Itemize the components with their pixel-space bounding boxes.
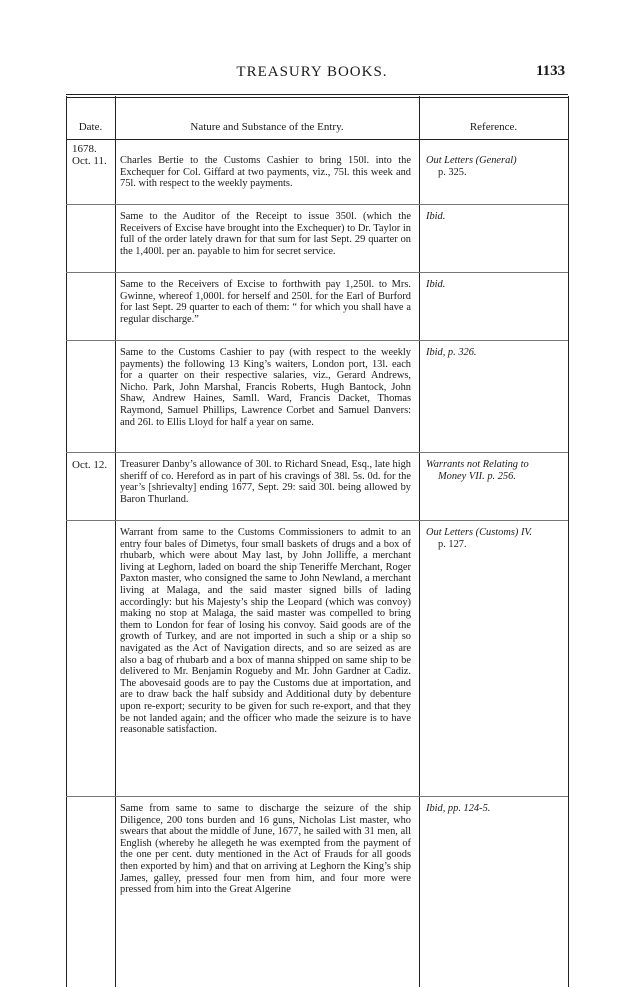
reference-line: Ibid. [426,211,446,222]
entry-separator [66,204,568,205]
reference-line: p. 127. [438,538,467,550]
page-number: 1133 [536,63,566,79]
column-divider-date [115,96,116,987]
entry-separator [66,520,568,521]
reference-line: Out Letters (Customs) IV. [426,527,533,538]
entry-separator [66,796,568,797]
entry-reference [426,211,564,223]
entry-year: 1678. [72,143,97,155]
entry-text: Same to the Receivers of Excise to forthwith pay 1,250l. to Mrs. Gwinne, whereof 1,000l. for herself and 250l. for the Earl of Burford for last Sept. 29 quarter to each of them: “ for which you shall have a regular discharge.” [120,279,411,325]
entry-reference [426,279,564,291]
column-header-date: Date. [78,121,103,133]
reference-line: Ibid, pp. 124-5. [426,803,491,814]
entry-separator [66,340,568,341]
reference-line: Warrants not Relating to [426,459,529,470]
entry-reference [426,347,564,359]
entry-text: Charles Bertie to the Customs Cashier to bring 150l. into the Exchequer for Col. Giffard at two payments, viz., 75l. this week and 75l. with respect to the weekly payments. [120,155,411,190]
table-border-right [568,96,569,987]
top-rule [66,94,568,95]
column-header-nature: Nature and Substance of the Entry. [190,121,344,133]
entry-date: Oct. 12. [72,459,108,471]
header-rule [66,139,568,140]
entry-separator [66,272,568,273]
entry-reference [426,459,564,482]
entry-text: Warrant from same to the Customs Commissioners to admit to an entry four bales of Dimetys, four small baskets of drugs and a box of rhubarb, which were about May last, by John Jolliffe, a merchant living at Leghorn, laded on board the ship Teneriffe Merchant, Roger Paxton master, who consigned the same to John Newland, a merchant living at Malaga, and the said master signed bills of lading accordingly: but his Majesty’s ship the Leopard (which was convoy) making no stop at Malaga, the said master was compelled to bring them to London for fear of losing his convoy. Said goods are of the growth of Turkey, and are not imported in such a ship or a ship so navigated as the Act of Navigation directs, and so are seized as are also a bag of rhubarb and a box of manna shipped on same ship to be delivered to Mr. Benjamin Rogueby and Mr. John Gardner at Cadiz. The abovesaid goods are to pay the Customs due at importation, and are to draw back the half subsidy and Additional duty by debenture upon re-export; security to be given for such re-export, and that they be not landed again; and the officer who made the seizure is to have reasonable satisfaction. [120,527,411,736]
entry-separator [66,452,568,453]
reference-line: Money VII. p. 256. [438,470,516,482]
reference-line: p. 325. [438,166,467,178]
entry-text: Same to the Customs Cashier to pay (with respect to the weekly payments) the following 13 King’s waiters, London port, 13l. each for a quarter on their respective salaries, viz., Gerard Andrews, Nicho. Park, John Marshal, Francis Roberts, Hugh Bantock, John Shaw, Andrew Haines, Samll. Ward, Francis Dacket, Thomas Raymond, Samuel Phillips, Lawrence Corbet and Samuel Danvers: and 26l. to Ellis Lloyd for half a year on same. [120,347,411,428]
reference-line: Out Letters (General) [426,155,517,166]
running-title: TREASURY BOOKS. [236,64,388,80]
column-divider-reference [419,96,420,987]
reference-line: Ibid, p. 326. [426,347,477,358]
entry-reference [426,155,564,178]
entry-reference [426,803,564,815]
column-header-reference: Reference. [469,121,518,133]
entry-reference [426,527,564,550]
reference-line: Ibid. [426,279,446,290]
entry-date: Oct. 11. [72,155,107,167]
entry-text: Same from same to same to discharge the seizure of the ship Diligence, 200 tons burden and 16 guns, Nicholas List master, who swears that about the middle of June, 1677, he sailed with 31 men, all English (whereby he allegeth he was exempted from the payment of the one per cent. duty mentioned in the Act of Frauds for all goods then exported by him) and that on arriving at Leghorn the King’s ship James, galley, pressed four men from him, and four more were pressed from him into the Great Algerine [120,803,411,896]
entry-text: Treasurer Danby’s allowance of 30l. to Richard Snead, Esq., late high sheriff of co. Hereford as in part of his cravings of 38l. 5s. 0d. for the year’s [shrievalty] ending 1677, Sept. 29: said 30l. being allowed by Baron Thurland. [120,459,411,505]
top-rule-double [66,97,568,98]
table-border-left [66,96,67,987]
entry-text: Same to the Auditor of the Receipt to issue 350l. (which the Receivers of Excise have brought into the Exchequer) to Dr. Taylor in full of the order lately drawn for that sum for last Sept. 29 quarter on the 1,400l. per an. payable to him for secret service. [120,211,411,257]
